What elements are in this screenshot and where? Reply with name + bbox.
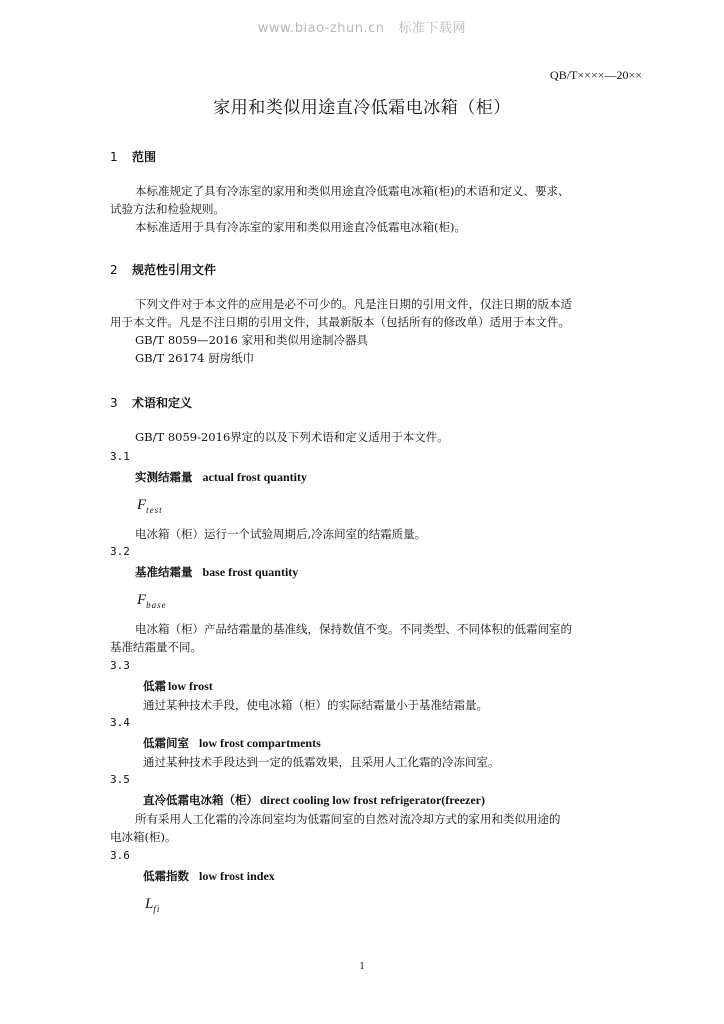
term-3-1-symbol-sub: test <box>146 505 163 515</box>
section-3-heading <box>110 394 192 411</box>
term-3-5-title <box>143 792 485 808</box>
term-3-3-definition: 通过某种技术手段，使电冰箱（柜）的实际结霜量小于基准结霜量。 <box>143 698 488 712</box>
term-3-4-number: 3.4 <box>110 716 130 729</box>
term-3-6-number: 3.6 <box>110 849 130 862</box>
term-3-2-definition-line2: 基准结霜量不同。 <box>110 640 202 654</box>
term-3-1-en: actual frost quantity <box>202 470 307 484</box>
term-3-5-definition-line2: 电冰箱(柜)。 <box>110 830 177 844</box>
page-number: 1 <box>359 960 365 972</box>
section-1-title: 范围 <box>132 150 157 164</box>
s1-para1-line1: 本标准规定了具有冷冻室的家用和类似用途直冷低霜电冰箱(柜)的术语和定义、要求、 <box>135 184 570 198</box>
term-3-4-cn: 低霜间室 <box>143 736 189 750</box>
term-3-4-definition: 通过某种技术手段达到一定的低霜效果，且采用人工化霜的冷冻间室。 <box>143 755 500 769</box>
term-3-5-number: 3.5 <box>110 773 130 786</box>
term-3-3-cn: 低霜 <box>143 679 166 693</box>
term-3-4-title <box>143 735 321 751</box>
term-3-5-en: direct cooling low frost refrigerator(freezer) <box>260 793 485 807</box>
term-3-6-title <box>143 868 275 884</box>
term-3-1-symbol-base: F <box>137 497 147 513</box>
term-3-2-symbol <box>137 592 167 610</box>
section-2-number: 2 <box>110 263 118 277</box>
watermark-url: www.biao-zhun.cn <box>257 21 385 36</box>
term-3-3-en: low frost <box>168 679 213 693</box>
section-3-title: 术语和定义 <box>132 396 193 410</box>
s2-para-line1: 下列文件对于本文件的应用是必不可少的。凡是注日期的引用文件，仅注日期的版本适 <box>135 297 572 311</box>
term-3-1-symbol <box>137 497 163 515</box>
term-3-2-definition-line1: 电冰箱（柜）产品结霜量的基准线，保持数值不变。不同类型、不同体积的低霜间室的 <box>135 622 572 636</box>
term-3-2-symbol-base: F <box>137 592 147 608</box>
term-3-1-cn: 实测结霜量 <box>135 470 193 484</box>
s3-intro: GB/T 8059-2016界定的以及下列术语和定义适用于本文件。 <box>135 430 449 444</box>
term-3-6-symbol <box>145 896 160 914</box>
term-3-2-number: 3.2 <box>110 545 130 558</box>
term-3-1-number: 3.1 <box>110 450 130 463</box>
section-1-heading <box>110 148 156 165</box>
term-3-6-cn: 低霜指数 <box>143 869 189 883</box>
term-3-5-cn: 直冷低霜电冰箱（柜） <box>143 793 258 807</box>
document-number: QB/T××××—20×× <box>550 68 642 82</box>
document-title: 家用和类似用途直冷低霜电冰箱（柜） <box>213 98 511 118</box>
term-3-2-cn: 基准结霜量 <box>135 565 193 579</box>
term-3-2-en: base frost quantity <box>202 565 299 579</box>
s2-para-line2: 用于本文件。凡是不注日期的引用文件，其最新版本（包括所有的修改单）适用于本文件。 <box>110 315 570 329</box>
term-3-1-title <box>135 469 307 485</box>
section-3-number: 3 <box>110 396 118 410</box>
term-3-6-symbol-sub: fi <box>153 904 161 914</box>
s1-para2: 本标准适用于具有冷冻室的家用和类似用途直冷低霜电冰箱(柜)。 <box>135 220 466 234</box>
term-3-1-definition: 电冰箱（柜）运行一个试验周期后,冷冻间室的结霜质量。 <box>135 527 427 541</box>
term-3-6-en: low frost index <box>199 869 275 883</box>
section-2-heading <box>110 261 216 278</box>
s1-para1-line2: 试验方法和检验规则。 <box>110 202 225 216</box>
section-1-number: 1 <box>110 150 118 164</box>
s2-ref2: GB/T 26174 厨房纸巾 <box>135 351 255 365</box>
s2-ref1: GB/T 8059—2016 家用和类似用途制冷器具 <box>135 333 369 347</box>
term-3-2-symbol-sub: base <box>146 600 167 610</box>
watermark-site: 标准下载网 <box>398 21 467 36</box>
section-2-title: 规范性引用文件 <box>132 263 217 277</box>
term-3-6-symbol-base: L <box>145 896 154 912</box>
watermark <box>0 17 724 36</box>
term-3-5-definition-line1: 所有采用人工化霜的冷冻间室均为低霜间室的自然对流冷却方式的家用和类似用途的 <box>135 812 561 826</box>
term-3-4-en: low frost compartments <box>199 736 321 750</box>
term-3-2-title <box>135 564 298 580</box>
term-3-3-title <box>143 678 213 694</box>
term-3-3-number: 3.3 <box>110 659 130 672</box>
